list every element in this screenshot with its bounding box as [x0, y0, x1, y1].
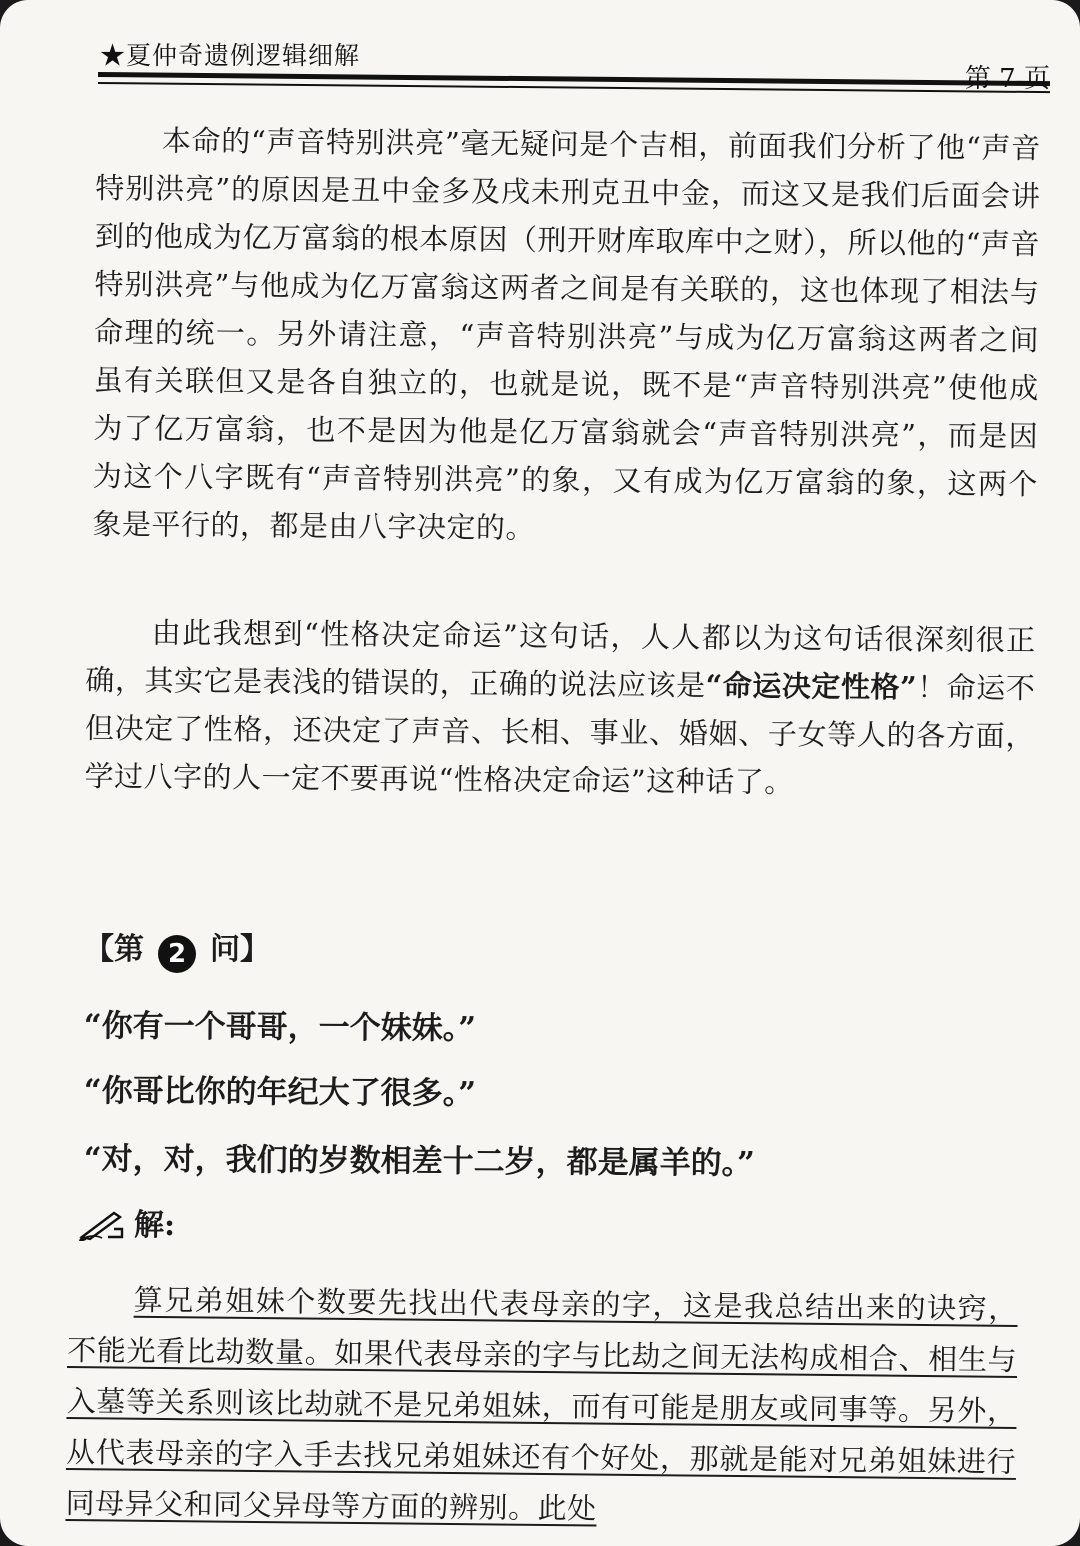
explanation-heading	[78, 1200, 175, 1244]
question-open: 【第	[84, 932, 144, 967]
paragraph-2-emphasis: “命运决定性格”	[705, 668, 918, 705]
dialogue-line-3: “对，对，我们的岁数相差十二岁，都是属羊的。”	[83, 1140, 756, 1182]
paragraph-3-text: 算兄弟姐妹个数要先找出代表母亲的字，这是我总结出来的诀窍，不能光看比劫数量。如果代表母亲的字与比劫之间无法构成相合、相生与入墓等关系则该比劫就不是兄弟姐妹，而有可能是朋友或同事等。另外，从代表母亲的字入手去找兄弟姐妹还有个好处，那就是能对兄弟姐妹进行同母异父和同父异母等方面的辨别	[65, 1282, 1018, 1525]
paragraph-2-text: 由此我想到“性格决定命运”这句话，人人都以为这句话很深刻很正确，其实它是表浅的错误的，正确的说法应该是	[85, 615, 1036, 703]
question-close: 问】	[210, 932, 270, 967]
paragraph-2	[84, 608, 1036, 808]
question-number-badge: 2	[158, 935, 196, 973]
paragraph-2-text-end: ！命运不但决定了性格，还决定了声音、长相、事业、婚姻、子女等人的各方面，学过八字的人一定不要再说“性格决定命运”这种话了。	[84, 670, 1036, 800]
paragraph-3-tail: 。此处	[507, 1490, 597, 1526]
explanation-label: 解:	[134, 1208, 176, 1243]
question-heading	[84, 924, 270, 973]
paragraph-3-underlined	[65, 1274, 1018, 1539]
dialogue-line-2: “你哥比你的年纪大了很多。”	[83, 1072, 477, 1112]
page-number: 第 7 页	[964, 64, 1050, 94]
pen-writing-icon	[78, 1207, 128, 1241]
paragraph-1: 本命的“声音特别洪亮”毫无疑问是个吉相，前面我们分析了他“声音特别洪亮”的原因是丑中金多及戌未刑克丑中金，而这又是我们后面会讲到的他成为亿万富翁的根本原因（刑开财库取库中之财），所以他的“声音特别洪亮”与他成为亿万富翁这两者之间是有关联的，这也体现了相法与命理的统一。另外请注意，“声音特别洪亮”与成为亿万富翁这两者之间虽有关联但又是各自独立的，也就是说，既不是“声音特别洪亮”使他成为了亿万富翁，也不是因为他是亿万富翁就会“声音特别洪亮”，而是因为这个八字既有“声音特别洪亮”的象，又有成为亿万富翁的象，这两个象是平行的，都是由八字决定的。	[92, 123, 1041, 545]
dialogue-line-1: “你有一个哥哥，一个妹妹。”	[83, 1007, 477, 1047]
header-title: ★夏仲奇遗例逻辑细解	[100, 41, 361, 70]
